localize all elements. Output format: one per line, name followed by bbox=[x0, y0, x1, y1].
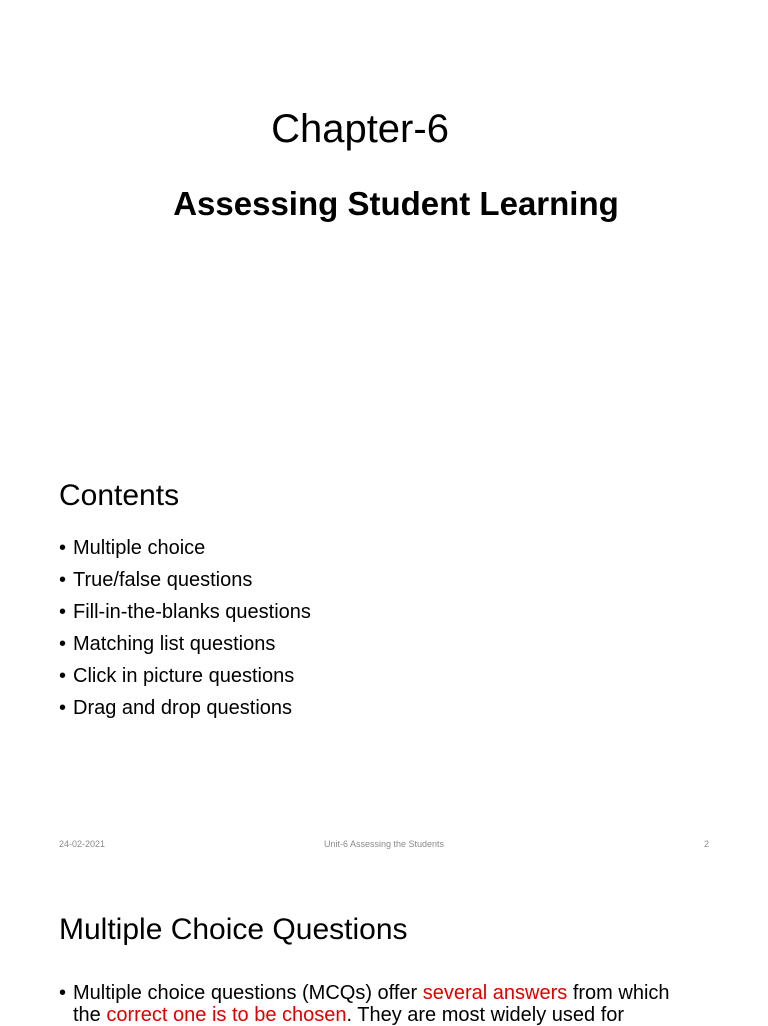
list-item bbox=[59, 692, 311, 724]
bullet-marker: • bbox=[59, 665, 67, 687]
list-item-label: Fill-in-the-blanks questions bbox=[73, 601, 311, 623]
para-text: Multiple choice questions (MCQs) offer bbox=[73, 982, 423, 1004]
bullet-marker: • bbox=[59, 569, 67, 591]
para-text: . They are most widely used for bbox=[346, 1004, 625, 1026]
bullet-marker: • bbox=[59, 601, 67, 623]
mcq-heading: Multiple Choice Questions bbox=[59, 913, 408, 946]
mcq-paragraph bbox=[59, 982, 709, 1026]
highlight-text: correct one is to be chosen bbox=[106, 1004, 347, 1026]
footer-unit-title: Unit-6 Assessing the Students bbox=[323, 839, 445, 849]
bullet-marker: • bbox=[59, 633, 67, 655]
list-item-label: Click in picture questions bbox=[73, 665, 295, 687]
bullet-marker: • bbox=[59, 982, 67, 1004]
contents-heading: Contents bbox=[59, 479, 180, 512]
mcq-slide bbox=[0, 870, 768, 1024]
chapter-title: Chapter-6 bbox=[271, 107, 449, 151]
list-item bbox=[59, 660, 311, 692]
title-slide bbox=[0, 0, 768, 420]
list-item-label: Drag and drop questions bbox=[73, 697, 293, 719]
highlight-text: several answers bbox=[422, 982, 568, 1004]
list-item-label: Multiple choice bbox=[73, 537, 206, 559]
footer-page-number: 2 bbox=[703, 839, 709, 849]
para-line-2 bbox=[59, 1004, 709, 1026]
footer-date: 24-02-2021 bbox=[59, 839, 106, 849]
list-item-label: Matching list questions bbox=[73, 633, 276, 655]
list-item bbox=[59, 564, 311, 596]
bullet-marker: • bbox=[59, 697, 67, 719]
chapter-subtitle: Assessing Student Learning bbox=[173, 185, 619, 222]
para-text: from which bbox=[567, 982, 670, 1004]
list-item bbox=[59, 628, 311, 660]
contents-slide bbox=[0, 440, 768, 860]
para-text: the bbox=[73, 1004, 107, 1026]
list-item bbox=[59, 596, 311, 628]
list-item bbox=[59, 532, 311, 564]
contents-list bbox=[59, 532, 311, 724]
list-item-label: True/false questions bbox=[73, 569, 253, 591]
bullet-marker: • bbox=[59, 537, 67, 559]
